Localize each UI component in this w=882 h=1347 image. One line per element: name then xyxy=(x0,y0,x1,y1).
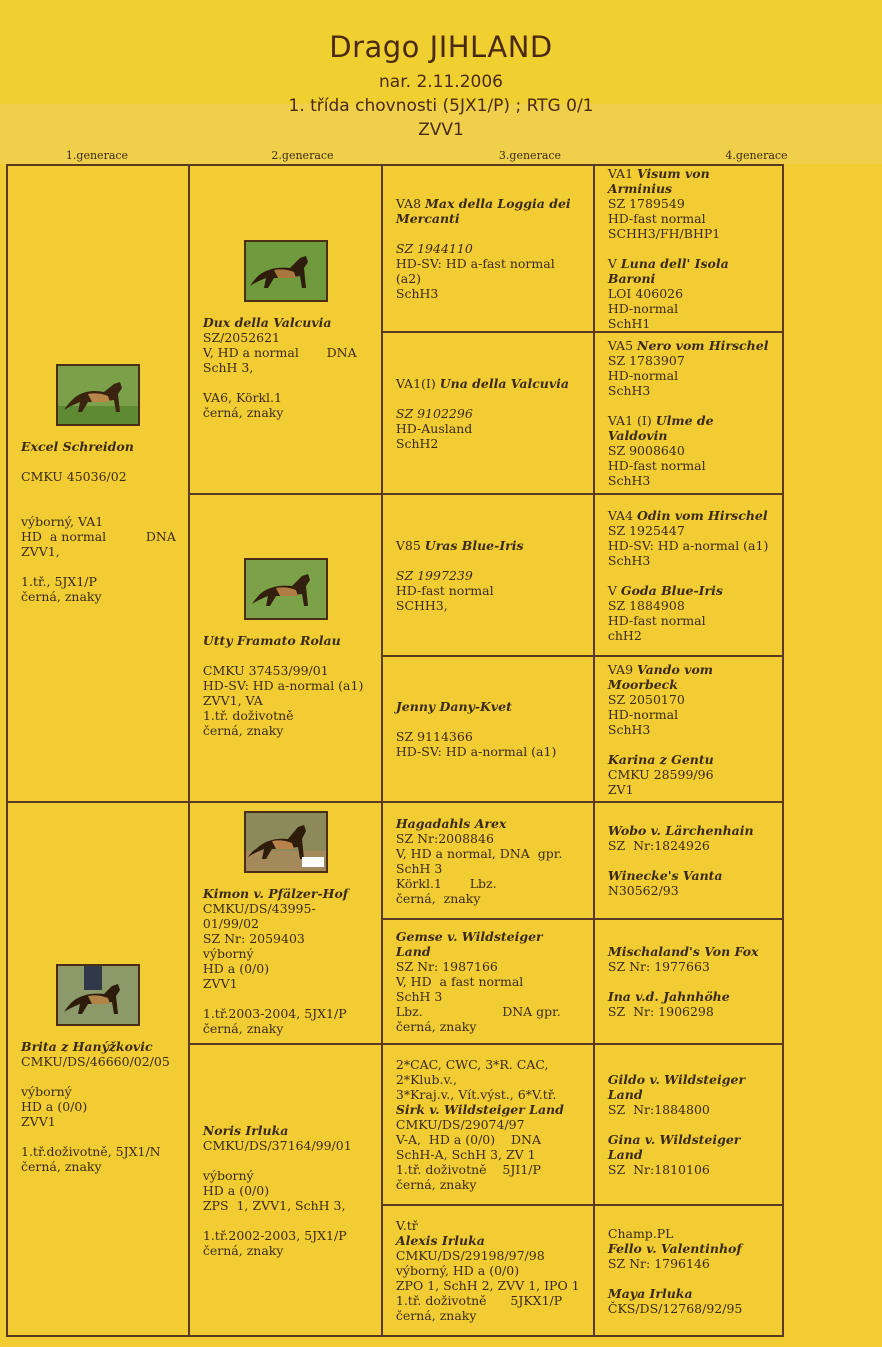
title: V.tř xyxy=(395,1218,418,1233)
dam-dam-line: výborný xyxy=(202,1167,254,1183)
ancestor-line: černá, znaky xyxy=(395,1308,477,1323)
sire-reg: CMKU 45036/02 xyxy=(21,468,127,484)
title: VA9 xyxy=(607,661,634,677)
sire-line: černá, znaky xyxy=(21,588,102,604)
gen3-cell xyxy=(382,332,594,494)
ancestor-line: V, HD a normal, DNA gpr. xyxy=(395,845,563,861)
generation-label-4: 4.generace xyxy=(725,149,788,162)
gen4-cell xyxy=(594,332,783,494)
title: VA4 xyxy=(607,507,634,523)
ancestor-line: HD-SV: HD a-normal (a1) xyxy=(607,537,769,553)
ancestor-name: Uras Blue-Iris xyxy=(424,537,524,553)
ancestor-name: Winecke's Vanta xyxy=(607,868,723,883)
gen4-cell xyxy=(594,919,783,1044)
dam-line: HD a (0/0) xyxy=(21,1099,88,1114)
title: VA1 (I) xyxy=(607,413,652,428)
sire-sire-line: černá, znaky xyxy=(202,404,284,420)
ancestor-line: SchH 3 xyxy=(395,989,443,1004)
dam-line: černá, znaky xyxy=(21,1159,102,1174)
ancestor-name: Alexis Irluka xyxy=(395,1233,485,1248)
dam-dam-name: Noris Irluka xyxy=(202,1122,289,1138)
ancestor-line: V, HD a fast normal xyxy=(395,974,524,989)
ancestor-line: HD-normal xyxy=(607,368,679,383)
dam-dam-cell xyxy=(189,1044,382,1336)
ancestor-name: Vando vom Moorbeck xyxy=(607,661,714,692)
title: Champ.PL xyxy=(607,1225,674,1241)
ancestor-name: Mischaland's Von Fox xyxy=(607,944,759,959)
sire-dam-line: ZVV1, VA xyxy=(202,693,263,708)
ancestor-name: Gildo v. Wildsteiger Land xyxy=(607,1072,746,1102)
dam-sire-dog-photo xyxy=(244,811,328,873)
ancestor-line: HD-SV: HD a-normal (a1) xyxy=(395,744,557,759)
ancestor-name: Sirk v. Wildsteiger Land xyxy=(395,1102,564,1117)
ancestor-name: Odin vom Hirschel xyxy=(637,507,768,523)
ancestor-line: HD-fast normal xyxy=(607,211,706,226)
ancestor-line: SchH2 xyxy=(395,435,439,451)
gen3-cell xyxy=(382,1044,594,1205)
dam-sire-line: černá, znaky xyxy=(202,1020,284,1036)
gen4-cell xyxy=(594,656,783,802)
sire-name: Excel Schreidon xyxy=(21,438,134,454)
generation-label-3: 3.generace xyxy=(498,149,562,162)
ancestor-reg: SZ Nr:2008846 xyxy=(395,830,494,846)
ancestor-line: HD-fast normal xyxy=(607,458,706,473)
sire-sire-line: SchH 3, xyxy=(202,359,254,375)
sire-line: ZVV1, xyxy=(21,543,60,559)
ancestor-name: Una della Valcuvia xyxy=(439,375,570,391)
dam-dam-line: černá, znaky xyxy=(202,1242,284,1258)
ancestor-name: Max della Loggia dei Mercanti xyxy=(395,196,571,226)
ancestor-line: 1.tř. doživotně 5JKX1/P xyxy=(395,1293,563,1308)
gen4-cell xyxy=(594,165,783,332)
sire-dam-line: černá, znaky xyxy=(202,723,284,738)
ancestor-reg: SZ 1944110 xyxy=(395,241,473,256)
gen4-cell xyxy=(594,802,783,919)
ancestor-line: černá, znaky xyxy=(395,890,481,906)
ancestor-reg: SZ 1783907 xyxy=(607,353,685,368)
dam-sire-line: ZVV1 xyxy=(202,975,238,991)
gen4-cell xyxy=(594,494,783,656)
dam-line: výborný xyxy=(21,1084,72,1099)
ancestor-reg: SZ 9102296 xyxy=(395,405,473,421)
sire-dam-reg: CMKU 37453/99/01 xyxy=(202,663,329,678)
ancestor-line: SchH3 xyxy=(607,383,651,398)
ancestor-name: Goda Blue-Iris xyxy=(620,582,723,598)
gen3-cell xyxy=(382,919,594,1044)
gen4-cell xyxy=(594,1044,783,1205)
ancestor-name: Luna dell' Isola Baroni xyxy=(607,256,729,286)
ancestor-reg: CMKU/DS/29074/97 xyxy=(395,1117,525,1132)
dam-sire-name: Kimon v. Pfälzer-Hof xyxy=(202,885,349,901)
ancestor-line: 1.tř. doživotně 5JI1/P xyxy=(395,1162,541,1177)
ancestor-reg: SZ 1925447 xyxy=(607,522,685,538)
sire-sire-name: Dux della Valcuvia xyxy=(202,314,332,330)
ancestor-line: HD-Ausland xyxy=(395,420,473,436)
title: VA5 xyxy=(607,338,634,353)
generation-label-2: 2.generace xyxy=(271,149,334,162)
ancestor-name: Hagadahls Arex xyxy=(395,815,507,831)
ancestor-reg: ČKS/DS/12768/92/95 xyxy=(607,1300,743,1316)
sire-line: 1.tř., 5JX1/P xyxy=(21,573,97,589)
ancestor-line: HD-fast normal xyxy=(607,612,706,628)
pedigree-table xyxy=(6,164,784,1337)
ancestor-titles: 2*Klub.v., xyxy=(395,1072,457,1087)
sire-sire-cell xyxy=(189,165,382,494)
ancestor-name: Ulme de Valdovin xyxy=(607,413,714,443)
ancestor-line: SchH3 xyxy=(607,721,651,737)
ancestor-line: chH2 xyxy=(607,627,642,643)
ancestor-line: černá, znaky xyxy=(395,1019,477,1034)
ancestor-line: SchH3 xyxy=(395,286,439,301)
sire-dam-name: Utty Framato Rolau xyxy=(202,633,341,648)
sire-cell xyxy=(7,165,189,802)
dam-sire-line: 1.tř.2003-2004, 5JX1/P xyxy=(202,1005,347,1021)
birth-date: nar. 2.11.2006 xyxy=(379,72,503,92)
dog-name-title: Drago JIHLAND xyxy=(329,30,553,64)
ancestor-name: Karina z Gentu xyxy=(607,751,714,767)
ancestor-titles: 2*CAC, CWC, 3*R. CAC, xyxy=(395,1057,549,1072)
title: V xyxy=(607,256,617,271)
dam-sire-reg: CMKU/DS/43995-01/99/02 xyxy=(202,900,316,931)
ancestor-line: Lbz. DNA gpr. xyxy=(395,1004,561,1019)
ancestor-reg: SZ Nr: 1796146 xyxy=(607,1255,710,1271)
ancestor-name: Nero vom Hirschel xyxy=(637,338,769,353)
sire-dam-dog-photo xyxy=(244,558,328,620)
ancestor-reg: SZ 1789549 xyxy=(607,196,685,211)
sire-sire-dog-photo xyxy=(244,240,328,302)
ancestor-reg: CMKU 28599/96 xyxy=(607,766,714,782)
ancestor-titles: 3*Kraj.v., Vít.výst., 6*V.tř. xyxy=(395,1087,557,1102)
dam-dam-reg: CMKU/DS/37164/99/01 xyxy=(202,1137,352,1153)
dam-dam-line: 1.tř.2002-2003, 5JX1/P xyxy=(202,1227,347,1243)
ancestor-reg: SZ 9008640 xyxy=(607,443,685,458)
dam-line: 1.tř.doživotně, 5JX1/N xyxy=(21,1144,161,1159)
title: V85 xyxy=(395,537,421,553)
ancestor-name: Fello v. Valentinhof xyxy=(607,1240,742,1256)
gen3-cell xyxy=(382,494,594,656)
title: VA8 xyxy=(395,196,422,211)
ancestor-name: Visum von Arminius xyxy=(607,166,710,196)
dam-reg: CMKU/DS/46660/02/05 xyxy=(21,1054,170,1069)
sire-sire-reg: SZ/2052621 xyxy=(202,329,281,345)
ancestor-line: SchH 3 xyxy=(395,860,443,876)
dam-sire-line: výborný xyxy=(202,945,254,961)
ancestor-name: Maya Irluka xyxy=(607,1285,693,1301)
generation-label-1: 1.generace xyxy=(65,149,129,162)
sire-dam-line: HD-SV: HD a-normal (a1) xyxy=(202,678,364,693)
ancestor-name: Gina v. Wildsteiger Land xyxy=(607,1132,741,1162)
ancestor-line: SchH1 xyxy=(607,316,651,331)
dam-dam-line: ZPS 1, ZVV1, SchH 3, xyxy=(202,1197,346,1213)
ancestor-line: SchH3 xyxy=(607,473,651,488)
ancestor-reg: CMKU/DS/29198/97/98 xyxy=(395,1248,545,1263)
ancestor-line: SchH3 xyxy=(607,552,651,568)
ancestor-reg: SZ Nr:1810106 xyxy=(607,1162,710,1177)
sire-sire-line: VA6, Körkl.1 xyxy=(202,389,282,405)
ancestor-line: ZPO 1, SchH 2, ZVV 1, IPO 1 xyxy=(395,1278,580,1293)
ancestor-line: HD-normal xyxy=(607,301,679,316)
dam-dam-line: HD a (0/0) xyxy=(202,1182,270,1198)
ancestor-line: V-A, HD a (0/0) DNA xyxy=(395,1132,541,1147)
gen3-cell xyxy=(382,656,594,802)
ancestor-name: Gemse v. Wildsteiger Land xyxy=(395,929,543,959)
ancestor-line: ZV1 xyxy=(607,781,634,797)
ancestor-reg: SZ 1997239 xyxy=(395,567,473,583)
title: V xyxy=(607,582,617,598)
ancestor-reg: SZ Nr:1824926 xyxy=(607,838,710,853)
ancestor-reg: SZ Nr: 1987166 xyxy=(395,959,498,974)
gen3-cell xyxy=(382,165,594,332)
ancestor-line: HD-fast normal xyxy=(395,582,494,598)
dam-sire-cell xyxy=(189,802,382,1044)
gen3-cell xyxy=(382,802,594,919)
sire-dam-line: 1.tř. doživotně xyxy=(202,708,294,723)
gen4-cell xyxy=(594,1205,783,1336)
sire-dog-photo xyxy=(56,364,140,426)
dam-sire-line: SZ Nr: 2059403 xyxy=(202,930,305,946)
sire-line: výborný, VA1 xyxy=(21,513,104,529)
ancestor-reg: SZ 1884908 xyxy=(607,597,685,613)
ancestor-name: Wobo v. Lärchenhain xyxy=(607,823,754,838)
sire-dam-cell xyxy=(189,494,382,802)
ancestor-reg: SZ Nr: 1977663 xyxy=(607,959,710,974)
ancestor-reg: N30562/93 xyxy=(607,883,679,898)
ancestor-line: černá, znaky xyxy=(395,1177,477,1192)
dam-line: ZVV1 xyxy=(21,1114,56,1129)
ancestor-reg: SZ 2050170 xyxy=(607,691,685,707)
ancestor-reg: LOI 406026 xyxy=(607,286,684,301)
ancestor-line: SchH-A, SchH 3, ZV 1 xyxy=(395,1147,536,1162)
dam-sire-line: HD a (0/0) xyxy=(202,960,270,976)
dam-dog-photo xyxy=(56,964,140,1026)
working-title: ZVV1 xyxy=(418,120,464,140)
ancestor-line: HD-normal xyxy=(607,706,679,722)
title: VA1(I) xyxy=(395,375,436,391)
sire-line: HD a normal DNA xyxy=(21,528,176,544)
dam-cell xyxy=(7,802,189,1336)
dam-name: Brita z Hanýžkovic xyxy=(21,1039,153,1054)
ancestor-name: Jenny Dany-Kvet xyxy=(395,699,512,714)
ancestor-name: Ina v.d. Jahnhöhe xyxy=(607,989,730,1004)
ancestor-reg: SZ Nr:1884800 xyxy=(607,1102,710,1117)
ancestor-line: výborný, HD a (0/0) xyxy=(395,1263,520,1278)
sire-sire-line: V, HD a normal DNA xyxy=(202,344,357,360)
ancestor-line: HD-SV: HD a-fast normal (a2) xyxy=(395,256,555,286)
gen3-cell xyxy=(382,1205,594,1336)
ancestor-line: Körkl.1 Lbz. xyxy=(395,875,497,891)
title: VA1 xyxy=(607,166,634,181)
breeding-class: 1. třída chovnosti (5JX1/P) ; RTG 0/1 xyxy=(288,96,594,116)
ancestor-line: SCHH3/FH/BHP1 xyxy=(607,226,721,241)
ancestor-reg: SZ 9114366 xyxy=(395,729,473,744)
ancestor-line: SCHH3, xyxy=(395,597,448,613)
ancestor-reg: SZ Nr: 1906298 xyxy=(607,1004,714,1019)
